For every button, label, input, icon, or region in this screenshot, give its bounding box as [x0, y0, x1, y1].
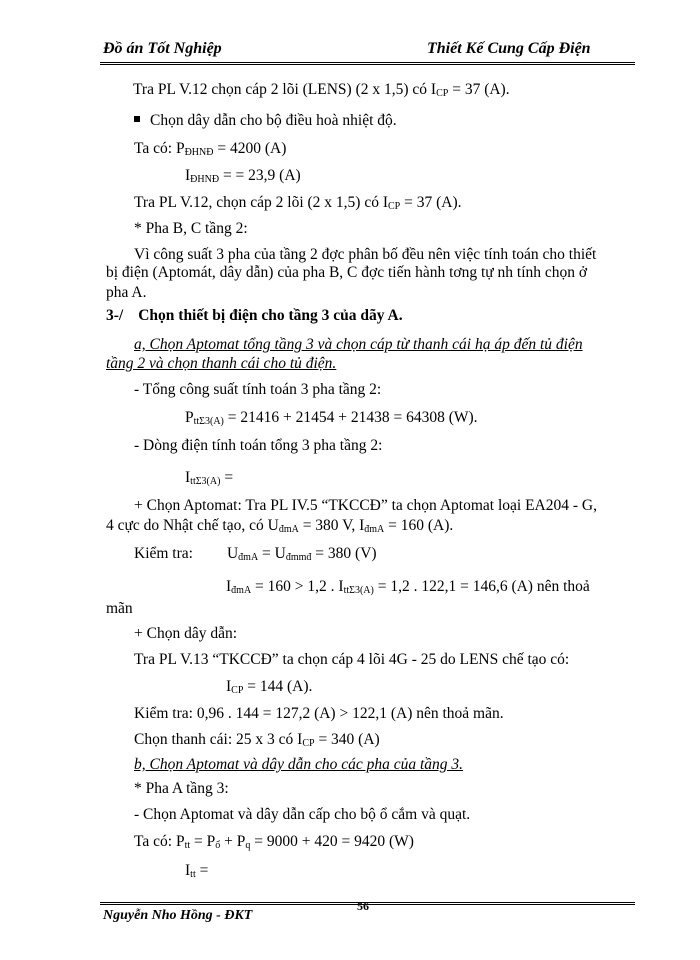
subsection-a-line-1: a, Chọn Aptomat tổng tầng 3 và chọn cáp từ thanh cái hạ áp đến tủ điện — [134, 336, 583, 353]
line-18: 4 cực do Nhật chế tạo, có $U_{đmA} = 380$ V, $I_{đmA} = 160$ (A). — [106, 517, 454, 535]
line-14: $P_{tt\Sigma 3(A)} = 21416 + 21454 + 21438 = 64308$ (W). — [185, 409, 478, 427]
line-1: Tra PL V.12 chọn cáp 2 lõi (LENS) (2 x 1,5) có $I_{CP} = 37$ (A). — [133, 81, 510, 99]
header-right: Thiết Kế Cung Cấp Điện — [427, 40, 591, 57]
line-19: Kiểm tra: $U_{đmA} = U_{đmmđ} = 380$ (V) — [134, 545, 377, 563]
line-20: $I_{đmA} = 160 > 1,2$ . $I_{tt\Sigma 3(A)} = 1,2$ . 122,1 = 146,6 (A) nên thoả — [226, 578, 590, 596]
subsection-b: b, Chọn Aptomat và dây dẫn cho các pha của tầng 3. — [134, 756, 464, 773]
line-9: pha A. — [106, 284, 147, 301]
line-2: Chọn dây dẫn cho bộ điều hoà nhiệt độ. — [134, 112, 397, 130]
section-heading: 3-/ Chọn thiết bị điện cho tầng 3 của dãy A. — [106, 307, 403, 324]
line-23: Tra PL V.13 “TKCCĐ” ta chọn cáp 4 lõi 4G - 25 do LENS chế tạo có: — [134, 651, 570, 668]
header-rule — [100, 62, 635, 63]
line-25: Kiểm tra: 0,96 . 144 = 127,2 (A) > 122,1 (A) nên thoả mãn. — [134, 705, 504, 722]
line-17: + Chọn Aptomat: Tra PL IV.5 “TKCCĐ” ta chọn Aptomat loại EA204 - G, — [134, 497, 597, 514]
line-29: - Chọn Aptomat và dây dẫn cấp cho bộ ổ cắm và quạt. — [134, 806, 471, 823]
line-15: - Dòng điện tính toán tổng 3 pha tầng 2: — [134, 437, 383, 454]
header-rule-2 — [100, 64, 635, 65]
line-21: mãn — [106, 600, 133, 617]
bullet-icon — [134, 116, 140, 122]
page-number: 56 — [357, 899, 369, 913]
line-8: bị điện (Aptomát, dây dẫn) của pha B, C đợc tiến hành tơng tự nh tính chọn ở — [106, 264, 588, 281]
line-5: Tra PL V.12, chọn cáp 2 lõi (2 x 1,5) có $I_{CP} = 37$ (A). — [134, 194, 462, 212]
subsection-a-line-2: tầng 2 và chọn thanh cái cho tủ điện. — [106, 355, 337, 372]
line-28: * Pha A tầng 3: — [134, 780, 229, 797]
header-left: Đồ án Tốt Nghiệp — [103, 40, 222, 57]
line-6: * Pha B, C tầng 2: — [134, 220, 248, 237]
line-7: Vì công suất 3 pha của tầng 2 đợc phân bố đều nên việc tính toán cho thiết — [134, 246, 597, 263]
line-16: $I_{tt\Sigma 3(A)}$ = — [185, 469, 234, 487]
line-3: Ta có: $P_{ĐHNĐ} = 4200$ (A) — [134, 140, 287, 158]
line-26: Chọn thanh cái: 25 x 3 có $I_{CP} = 340$ (A) — [134, 731, 380, 749]
line-30: Ta có: $P_{tt} = P_ổ + P_q = 9000 + 420 = 9420$ (W) — [134, 833, 414, 851]
line-24: $I_{CP} = 144$ (A). — [226, 678, 313, 696]
line-4: $I_{ĐHNĐ}$ = = 23,9 (A) — [185, 167, 301, 185]
line-13: - Tổng công suất tính toán 3 pha tầng 2: — [134, 381, 382, 398]
line-22: + Chọn dây dẫn: — [134, 625, 238, 642]
line-31: $I_{tt}$ = — [185, 862, 209, 880]
footer-author: Nguyễn Nho Hồng - ĐKT — [103, 908, 253, 923]
